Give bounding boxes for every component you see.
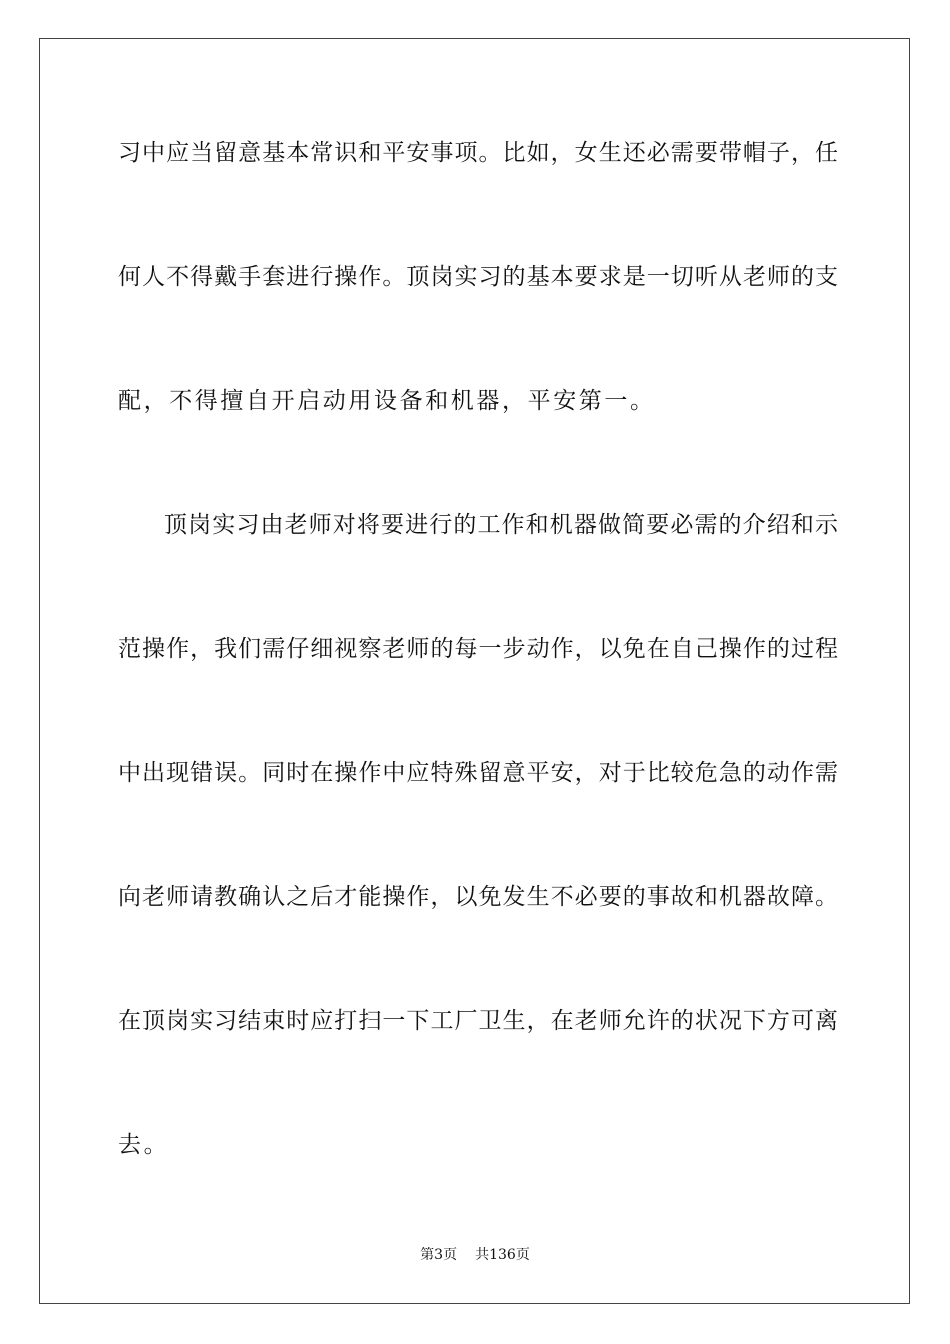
body-text-line: 在顶岗实习结束时应打扫一下工厂卫生，在老师允许的状况下方可离: [118, 1008, 838, 1034]
page-number: 第3页: [420, 1247, 458, 1263]
body-text-line: 去。: [118, 1132, 170, 1158]
page-footer: [0, 1246, 950, 1264]
page-border: [39, 38, 910, 1304]
total-pages: 共136页: [475, 1247, 530, 1263]
body-text-line: 范操作，我们需仔细视察老师的每一步动作，以免在自己操作的过程: [118, 636, 838, 662]
body-text-line: 习中应当留意基本常识和平安事项。比如，女生还必需要带帽子，任: [118, 140, 838, 166]
body-text-line: 何人不得戴手套进行操作。顶岗实习的基本要求是一切听从老师的支: [118, 264, 838, 290]
body-text-line: 向老师请教确认之后才能操作，以免发生不必要的事故和机器故障。: [118, 884, 838, 910]
body-text-line: 中出现错误。同时在操作中应特殊留意平安，对于比较危急的动作需: [118, 760, 838, 786]
body-text-line: 配，不得擅自开启动用设备和机器，平安第一。: [118, 388, 656, 414]
paragraph-first-line: 顶岗实习由老师对将要进行的工作和机器做简要必需的介绍和示: [164, 512, 838, 538]
